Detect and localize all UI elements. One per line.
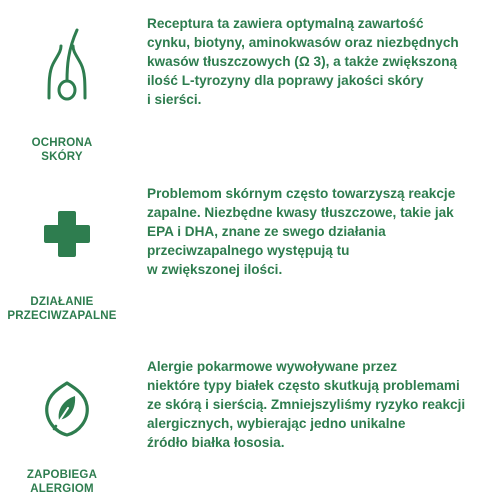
label-line: OCHRONA xyxy=(31,137,93,149)
hair-follicle-icon xyxy=(22,24,112,104)
label-line: ALERGIOM xyxy=(30,483,94,495)
description-line: ilość L-tyrozyny dla poprawy jakości skóry xyxy=(147,73,424,88)
feature-description xyxy=(147,184,483,279)
description-line: Problemom skórnym często towarzyszą reakcje xyxy=(147,186,456,201)
feature-label xyxy=(0,468,124,496)
label-line: PRZECIWZAPALNE xyxy=(7,310,117,322)
feature-label xyxy=(0,295,124,323)
label-line: SKÓRY xyxy=(41,151,83,163)
label-line: ZAPOBIEGA xyxy=(26,469,98,481)
description-line: przeciwzapalnego występują tu xyxy=(147,243,350,258)
description-line: zapalne. Niezbędne kwasy tłuszczowe, takie jak xyxy=(147,205,454,220)
description-line: niektóre typy białek często skutkują problemami xyxy=(147,378,460,393)
description-line: Alergie pokarmowe wywoływane przez xyxy=(147,359,398,374)
description-line: Receptura ta zawiera optymalną zawartość xyxy=(147,16,424,31)
description-line: EPA i DHA, znane ze swego działania xyxy=(147,224,386,239)
description-line: ze skórą i sierścią. Zmniejszyliśmy ryzyko reakcji xyxy=(147,397,466,412)
feature-label xyxy=(0,136,124,164)
allergy-leaf-shield-icon xyxy=(22,376,112,442)
feature-description xyxy=(147,14,483,109)
label-line: DZIAŁANIE xyxy=(30,296,94,308)
description-line: w zwiększonej ilości. xyxy=(147,262,283,277)
description-line: cynku, biotyny, aminokwasów oraz niezbędnych xyxy=(147,35,459,50)
feature-description xyxy=(147,357,483,452)
description-line: alergicznych, wybierając jedno unikalne xyxy=(147,416,406,431)
description-line: kwasów tłuszczowych (Ω 3), a także zwiększoną xyxy=(147,54,458,69)
description-line: i sierści. xyxy=(147,92,202,107)
medical-cross-icon xyxy=(22,206,112,262)
description-line: źródło białka łososia. xyxy=(147,435,285,450)
